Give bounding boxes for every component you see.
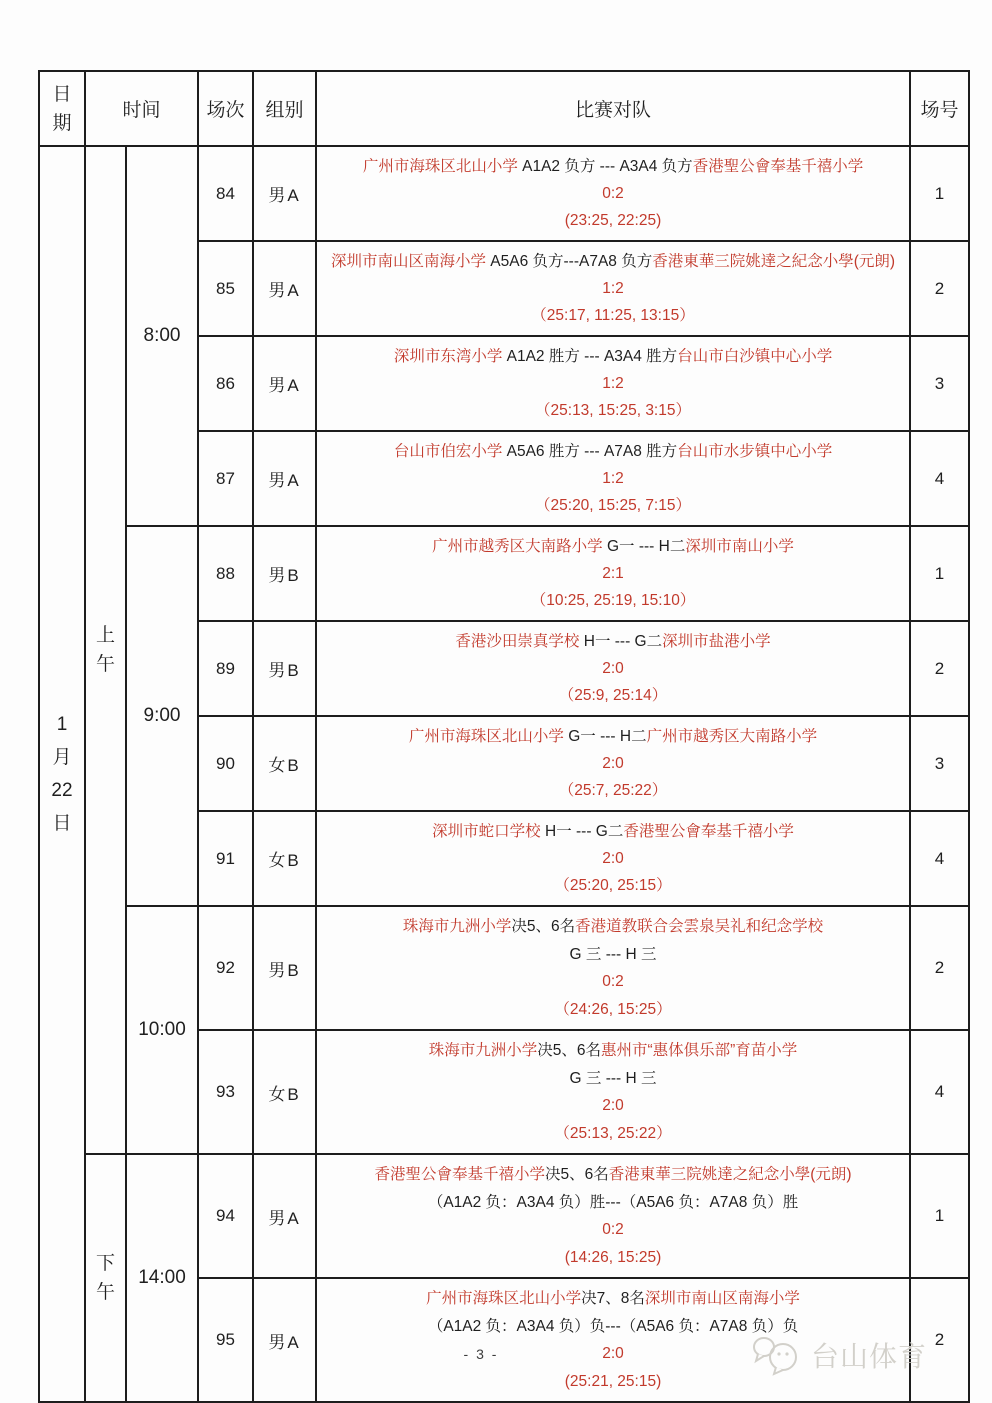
table-row xyxy=(39,526,969,621)
time-cell: 10:00 xyxy=(126,906,198,1154)
time-cell: 8:00 xyxy=(126,146,198,526)
date-cell: 1 月 22 日 xyxy=(39,146,85,1402)
team-2: 深圳市南山区南海小学 xyxy=(644,1290,800,1307)
team-1: 广州市海珠区北山小学 xyxy=(426,1290,582,1307)
team-2: 台山市水步镇中心小学 xyxy=(677,443,833,460)
vs-text: G一 --- H二 xyxy=(563,728,647,745)
header-match-no: 场次 xyxy=(198,71,253,146)
table-row xyxy=(39,146,969,241)
match-group: 男A xyxy=(253,336,316,431)
match-teams xyxy=(316,241,910,336)
match-score: 0:2 xyxy=(602,185,624,202)
team-2: 广州市越秀区大南路小学 xyxy=(646,728,818,745)
match-score: 2:0 xyxy=(602,660,624,677)
pairing-line: G 三 --- H 三 xyxy=(569,1069,657,1087)
match-number: 87 xyxy=(198,431,253,526)
match-number: 94 xyxy=(198,1154,253,1278)
pairing-line: （A1A2 负：A3A4 负）负---（A5A6 负：A7A8 负）负 xyxy=(427,1317,799,1335)
court-number: 2 xyxy=(910,241,969,336)
vs-text: H一 --- G二 xyxy=(579,633,663,650)
match-score: 2:0 xyxy=(602,850,624,867)
vs-text: H一 --- G二 xyxy=(540,823,624,840)
match-teams xyxy=(316,811,910,906)
team-1: 深圳市蛇口学校 xyxy=(432,823,541,840)
match-score: 1:2 xyxy=(602,375,624,392)
team-1: 珠海市九洲小学 xyxy=(402,918,512,935)
court-number: 4 xyxy=(910,431,969,526)
match-group: 男A xyxy=(253,1278,316,1402)
set-scores: （25:13, 25:22） xyxy=(554,1124,672,1142)
team-1: 香港聖公會奉基千禧小学 xyxy=(374,1166,545,1183)
court-number: 4 xyxy=(910,1030,969,1154)
match-group: 男B xyxy=(253,526,316,621)
match-score: 2:1 xyxy=(602,565,624,582)
match-number: 90 xyxy=(198,716,253,811)
court-number: 2 xyxy=(910,1278,969,1402)
team-2: 香港聖公會奉基千禧小学 xyxy=(623,823,794,840)
team-2: 深圳市南山小学 xyxy=(685,538,794,555)
header-court: 场号 xyxy=(910,71,969,146)
match-score: 2:0 xyxy=(602,1097,624,1114)
match-score: 0:2 xyxy=(602,1221,624,1238)
court-number: 1 xyxy=(910,526,969,621)
set-scores: （25:20, 15:25, 7:15） xyxy=(535,497,691,514)
header-time: 时间 xyxy=(85,71,198,146)
header-group: 组别 xyxy=(253,71,316,146)
team-1: 香港沙田崇真学校 xyxy=(455,633,580,650)
court-number: 1 xyxy=(910,146,969,241)
match-score: 1:2 xyxy=(602,470,624,487)
vs-text: A1A2 负方 --- A3A4 负方 xyxy=(517,158,693,175)
match-teams xyxy=(316,1030,910,1154)
court-number: 1 xyxy=(910,1154,969,1278)
table-header-row xyxy=(39,71,969,146)
set-scores: （24:26, 15:25） xyxy=(554,1000,672,1018)
session-pm-cell: 下午 xyxy=(85,1154,126,1402)
set-scores: （10:25, 25:19, 15:10） xyxy=(530,592,696,609)
match-number: 95 xyxy=(198,1278,253,1402)
team-2: 香港道教联合会雲泉吴礼和纪念学校 xyxy=(575,918,824,935)
team-1: 广州市越秀区大南路小学 xyxy=(432,538,603,555)
vs-text: G一 --- H二 xyxy=(602,538,686,555)
time-cell: 9:00 xyxy=(126,526,198,906)
team-2: 香港東華三院姚達之紀念小學(元朗) xyxy=(608,1166,852,1183)
match-group: 男A xyxy=(253,1154,316,1278)
page-number: - 3 - xyxy=(463,1346,499,1362)
vs-text: A5A6 胜方 --- A7A8 胜方 xyxy=(502,443,678,460)
match-score: 1:2 xyxy=(602,280,624,297)
vs-text: A1A2 胜方 --- A3A4 胜方 xyxy=(502,348,678,365)
wechat-logo-icon xyxy=(752,1334,804,1376)
team-2: 香港東華三院姚達之紀念小學(元朗) xyxy=(652,253,896,270)
watermark-text: 台山体育 xyxy=(811,1341,928,1372)
match-teams xyxy=(316,146,910,241)
match-group: 男A xyxy=(253,431,316,526)
match-teams xyxy=(316,716,910,811)
match-schedule-table xyxy=(38,70,970,1403)
set-scores: (23:25, 22:25) xyxy=(564,212,662,229)
team-2: 台山市白沙镇中心小学 xyxy=(677,348,833,365)
set-scores: (25:21, 25:15) xyxy=(564,1372,662,1390)
match-score: 2:0 xyxy=(602,1345,624,1362)
match-group: 男B xyxy=(253,621,316,716)
match-group: 女B xyxy=(253,811,316,906)
team-1: 珠海市九洲小学 xyxy=(428,1042,538,1059)
session-am-cell: 上午 xyxy=(85,146,126,1154)
match-number: 89 xyxy=(198,621,253,716)
set-scores: （25:9, 25:14） xyxy=(558,687,668,704)
header-date: 日期 xyxy=(39,71,85,146)
match-group: 男B xyxy=(253,906,316,1030)
match-number: 85 xyxy=(198,241,253,336)
match-teams xyxy=(316,526,910,621)
team-2: 香港聖公會奉基千禧小学 xyxy=(692,158,864,175)
time-cell: 14:00 xyxy=(126,1154,198,1402)
court-number: 2 xyxy=(910,906,969,1030)
match-teams xyxy=(316,336,910,431)
team-1: 深圳市东湾小学 xyxy=(393,348,503,365)
match-number: 86 xyxy=(198,336,253,431)
match-score: 2:0 xyxy=(602,755,624,772)
table-row xyxy=(39,906,969,1030)
match-group: 女B xyxy=(253,1030,316,1154)
match-group: 男A xyxy=(253,146,316,241)
match-number: 93 xyxy=(198,1030,253,1154)
court-number: 3 xyxy=(910,336,969,431)
match-group: 男A xyxy=(253,241,316,336)
header-teams: 比赛对队 xyxy=(316,71,910,146)
match-group: 女B xyxy=(253,716,316,811)
vs-text: A5A6 负方---A7A8 负方 xyxy=(485,253,653,270)
match-teams xyxy=(316,906,910,1030)
set-scores: （25:13, 15:25, 3:15） xyxy=(535,402,691,419)
court-number: 4 xyxy=(910,811,969,906)
match-teams xyxy=(316,1154,910,1278)
pairing-line: （A1A2 负：A3A4 负）胜---（A5A6 负：A7A8 负）胜 xyxy=(427,1193,799,1211)
team-1: 广州市海珠区北山小学 xyxy=(408,728,564,745)
match-score: 0:2 xyxy=(602,973,624,990)
match-teams xyxy=(316,431,910,526)
match-teams xyxy=(316,621,910,716)
match-number: 84 xyxy=(198,146,253,241)
watermark xyxy=(752,1334,927,1376)
team-2: 深圳市盐港小学 xyxy=(662,633,771,650)
match-number: 88 xyxy=(198,526,253,621)
pairing-line: G 三 --- H 三 xyxy=(569,945,657,963)
match-number: 91 xyxy=(198,811,253,906)
team-1: 广州市海珠区北山小学 xyxy=(362,158,518,175)
team-1: 台山市伯宏小学 xyxy=(393,443,503,460)
vs-text: 决7、8名 xyxy=(581,1290,645,1307)
match-number: 92 xyxy=(198,906,253,1030)
vs-text: 决5、6名 xyxy=(537,1042,601,1059)
vs-text: 决5、6名 xyxy=(544,1166,609,1183)
set-scores: (14:26, 15:25) xyxy=(564,1248,662,1266)
court-number: 2 xyxy=(910,621,969,716)
set-scores: （25:17, 11:25, 13:15） xyxy=(531,307,695,324)
set-scores: （25:7, 25:22） xyxy=(558,782,668,799)
set-scores: （25:20, 25:15） xyxy=(554,877,672,894)
court-number: 3 xyxy=(910,716,969,811)
team-2: 惠州市“惠体俱乐部”育苗小学 xyxy=(600,1042,798,1059)
table-row xyxy=(39,1154,969,1278)
vs-text: 决5、6名 xyxy=(511,918,576,935)
team-1: 深圳市南山区南海小学 xyxy=(330,253,486,270)
